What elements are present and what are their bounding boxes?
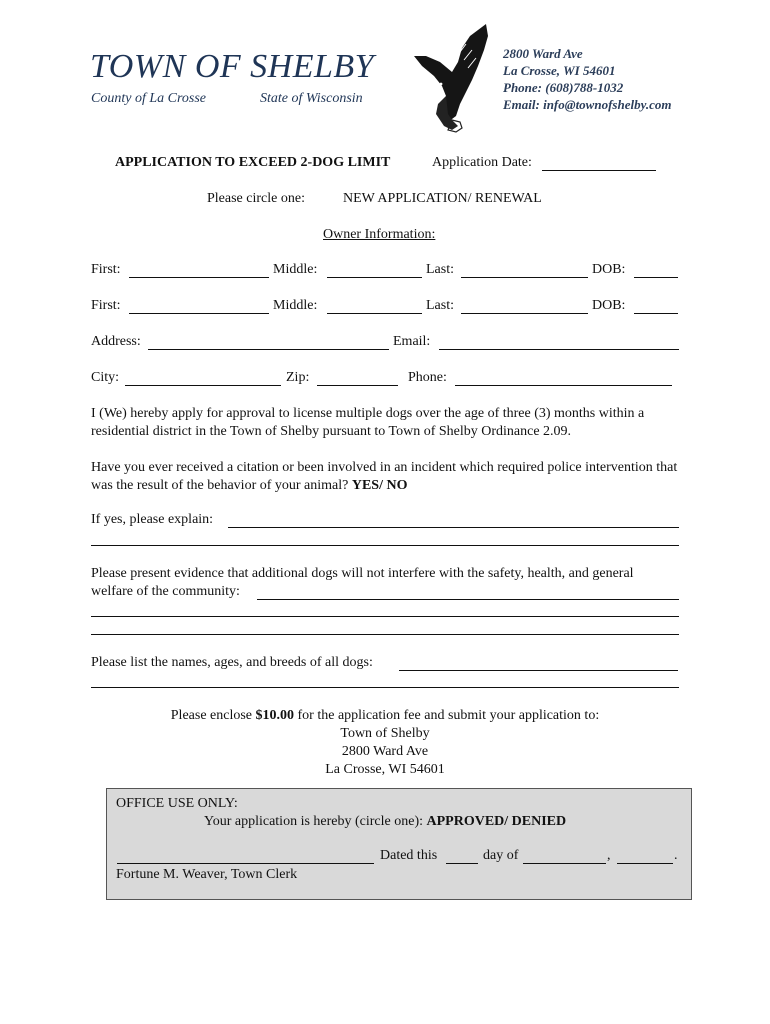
city-label: City: — [91, 370, 120, 385]
evidence-label-1: Please present evidence that additional dogs will not interfere with the safety, health, and general — [91, 566, 634, 581]
app-date-field[interactable] — [542, 170, 656, 171]
first-name-field-2[interactable] — [129, 313, 269, 314]
circle-one-label: Please circle one: — [207, 191, 305, 206]
fee-suffix: for the application fee and submit your application to: — [297, 708, 600, 723]
office-circle-prompt: Your application is hereby (circle one): — [204, 814, 424, 829]
day-field[interactable] — [446, 863, 478, 864]
submit-address-line-2: 2800 Ward Ave — [341, 744, 429, 759]
town-title: TOWN OF SHELBY — [90, 48, 375, 85]
state-label: State of Wisconsin — [260, 91, 363, 106]
office-use-box — [106, 788, 692, 900]
explain-field-line-2[interactable] — [91, 545, 679, 546]
approved-denied-options[interactable]: APPROVED/ DENIED — [426, 814, 567, 829]
signature-field[interactable] — [117, 863, 374, 864]
last-name-field-2[interactable] — [461, 313, 588, 314]
citation-question: Have you ever received a citation or been involved in an incident which required police intervention that was the result of the behavior of your animal? — [91, 460, 678, 493]
middle-name-field-2[interactable] — [327, 313, 422, 314]
email-label: Email: — [393, 334, 431, 349]
phone-field[interactable] — [455, 385, 672, 386]
clerk-name: Fortune M. Weaver, Town Clerk — [116, 867, 298, 882]
dob-field-2[interactable] — [634, 313, 678, 314]
contact-email: Email: info@townofshelby.com — [503, 97, 672, 112]
fee-prefix: Please enclose — [170, 708, 253, 723]
dob-label: DOB: — [592, 298, 626, 313]
office-heading: OFFICE USE ONLY: — [116, 796, 238, 811]
dogs-list-label: Please list the names, ages, and breeds of all dogs: — [91, 655, 373, 670]
submit-address-line-3: La Crosse, WI 54601 — [325, 762, 445, 777]
address-field[interactable] — [148, 349, 389, 350]
city-field[interactable] — [125, 385, 281, 386]
year-field[interactable] — [617, 863, 673, 864]
last-label: Last: — [426, 262, 454, 277]
citation-question-block — [91, 459, 681, 495]
address-label: Address: — [91, 334, 141, 349]
office-decision-line — [204, 814, 566, 830]
first-label: First: — [91, 262, 121, 277]
evidence-label-2: welfare of the community: — [91, 584, 240, 599]
dob-field-1[interactable] — [634, 277, 678, 278]
submit-address-line-1: Town of Shelby — [340, 726, 430, 741]
middle-name-field-1[interactable] — [327, 277, 422, 278]
first-name-field-1[interactable] — [129, 277, 269, 278]
app-date-label: Application Date: — [432, 155, 532, 170]
evidence-field-line-1[interactable] — [257, 599, 679, 600]
application-type-options[interactable]: NEW APPLICATION/ RENEWAL — [343, 191, 542, 206]
first-label: First: — [91, 298, 121, 313]
email-field[interactable] — [439, 349, 679, 350]
county-label: County of La Crosse — [91, 91, 206, 106]
dogs-list-field-line-1[interactable] — [399, 670, 678, 671]
month-field[interactable] — [523, 863, 606, 864]
period: . — [674, 848, 678, 863]
middle-label: Middle: — [273, 262, 318, 277]
owner-info-heading: Owner Information: — [323, 227, 436, 242]
explain-label: If yes, please explain: — [91, 512, 214, 527]
explain-field-line-1[interactable] — [228, 527, 679, 528]
phone-label: Phone: — [408, 370, 447, 385]
last-label: Last: — [426, 298, 454, 313]
dated-this-label: Dated this — [380, 848, 438, 863]
contact-phone: Phone: (608)788-1032 — [503, 80, 624, 95]
form-title: APPLICATION TO EXCEED 2-DOG LIMIT — [115, 155, 391, 170]
dogs-list-field-line-2[interactable] — [91, 687, 679, 688]
dob-label: DOB: — [592, 262, 626, 277]
zip-field[interactable] — [317, 385, 398, 386]
contact-address-1: 2800 Ward Ave — [503, 46, 583, 61]
contact-address-2: La Crosse, WI 54601 — [503, 63, 616, 78]
fee-line — [0, 708, 770, 724]
yes-no-options[interactable]: YES/ NO — [351, 478, 408, 493]
evidence-field-line-2[interactable] — [91, 616, 679, 617]
fee-amount: $10.00 — [255, 708, 295, 723]
evidence-field-line-3[interactable] — [91, 634, 679, 635]
last-name-field-1[interactable] — [461, 277, 588, 278]
comma: , — [607, 848, 611, 863]
zip-label: Zip: — [286, 370, 310, 385]
eagle-logo — [400, 22, 495, 134]
apply-statement: I (We) hereby apply for approval to license multiple dogs over the age of three (3) months within a residential district in the Town of Shelby pursuant to Town of Shelby Ordinance 2.09. — [91, 406, 645, 439]
day-of-label: day of — [483, 848, 519, 863]
middle-label: Middle: — [273, 298, 318, 313]
